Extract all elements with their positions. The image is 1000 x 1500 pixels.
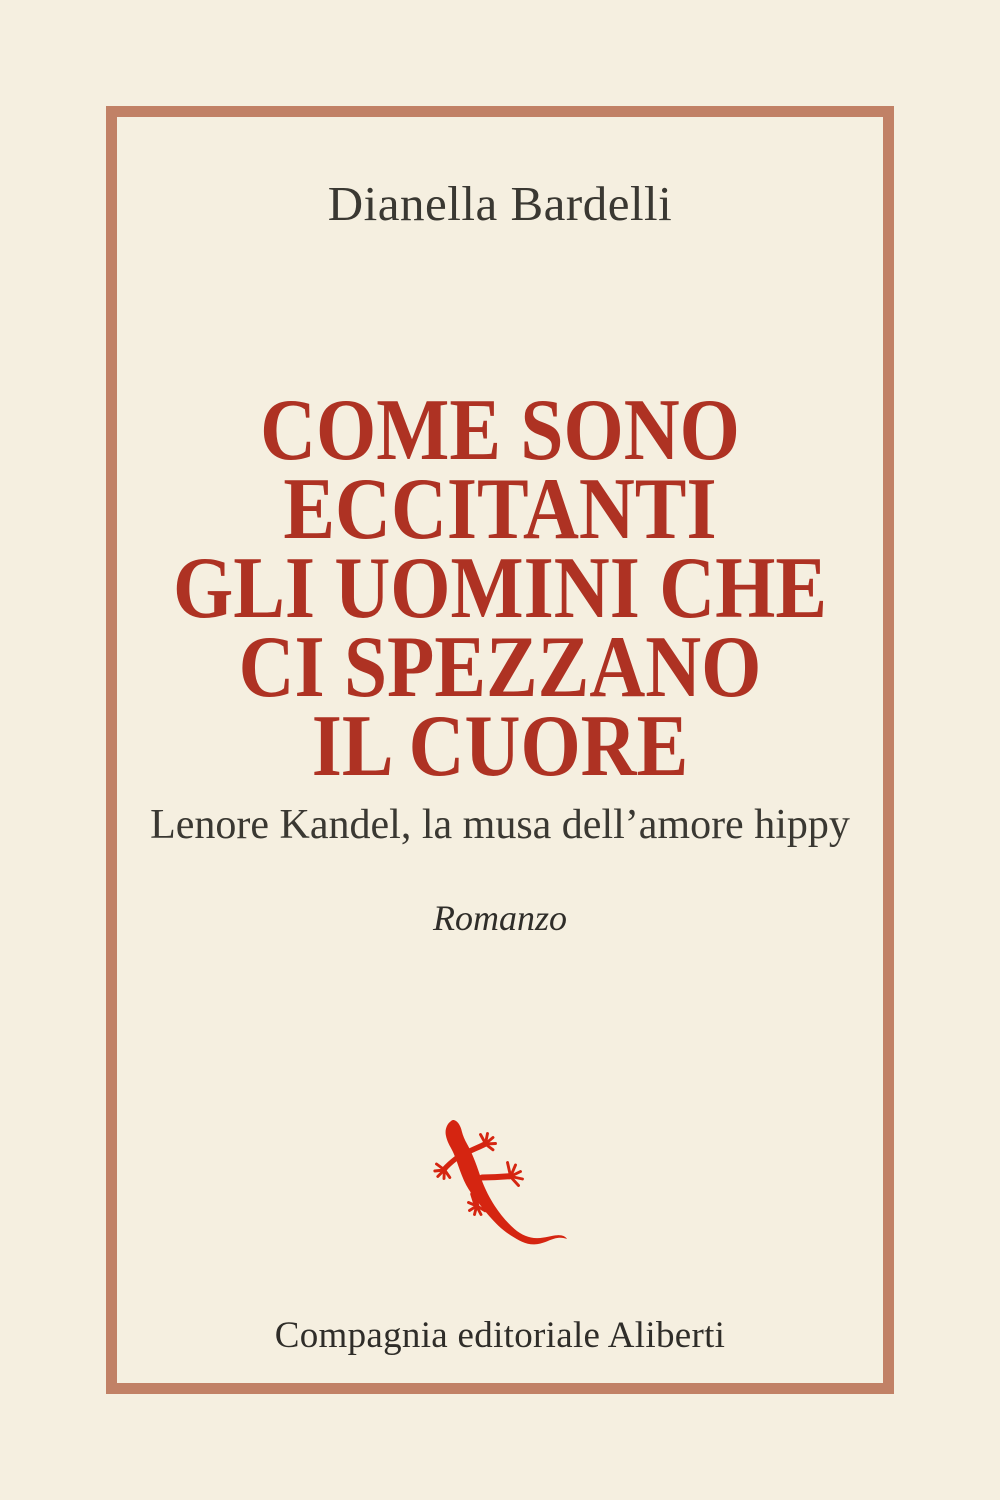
genre-label: Romanzo bbox=[433, 898, 567, 938]
title-line-3: GLI UOMINI CHE bbox=[172, 540, 828, 637]
author-name: Dianella Bardelli bbox=[327, 176, 673, 231]
title-line-4: CI SPEZZANO bbox=[238, 619, 762, 716]
title-line-2: ECCITANTI bbox=[283, 461, 717, 558]
publisher-name: Compagnia editoriale Aliberti bbox=[274, 1315, 726, 1356]
title-line-1: COME SONO bbox=[260, 382, 740, 479]
gecko-icon bbox=[430, 1110, 580, 1260]
book-title bbox=[0, 382, 1000, 795]
title-line-5: IL CUORE bbox=[311, 698, 689, 795]
subtitle: Lenore Kandel, la musa dell’amore hippy bbox=[150, 802, 850, 848]
